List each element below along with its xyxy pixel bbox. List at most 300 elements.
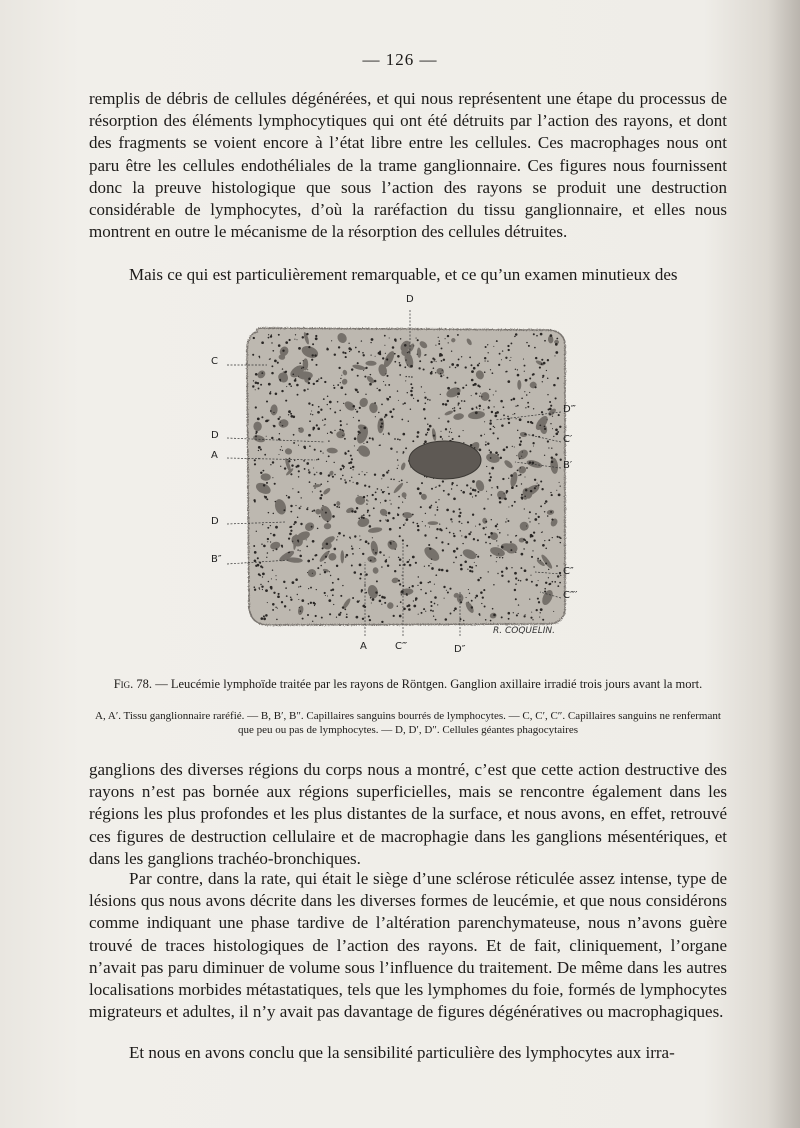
lymphocyte-dot	[301, 368, 302, 369]
lymphocyte-dot	[513, 398, 516, 401]
lymphocyte-dot	[262, 524, 263, 525]
lymphocyte-dot	[294, 521, 297, 524]
lymphocyte-dot	[489, 479, 492, 482]
lymphocyte-dot	[547, 394, 548, 395]
lymphocyte-dot	[538, 484, 540, 486]
lymphocyte-dot	[433, 434, 435, 436]
lymphocyte-dot	[443, 586, 445, 588]
lymphocyte-dot	[360, 573, 362, 575]
lymphocyte-dot	[352, 466, 354, 468]
lymphocyte-dot	[407, 392, 408, 393]
lymphocyte-dot	[254, 586, 256, 588]
lymphocyte-dot	[524, 539, 526, 541]
lymphocyte-dot	[400, 338, 401, 339]
lymphocyte-dot	[266, 420, 269, 423]
lymphocyte-dot	[325, 556, 327, 558]
lymphocyte-dot	[294, 379, 297, 382]
lymphocyte-dot	[497, 529, 498, 530]
lymphocyte-dot	[409, 587, 411, 589]
lymphocyte-dot	[522, 451, 523, 452]
lymphocyte-dot	[312, 621, 313, 622]
lymphocyte-dot	[370, 354, 371, 355]
lymphocyte-dot	[275, 501, 277, 503]
lymphocyte-dot	[311, 359, 313, 361]
lymphocyte-dot	[398, 580, 400, 582]
lymphocyte-dot	[452, 438, 454, 440]
lymphocyte-dot	[386, 471, 388, 473]
lymphocyte-dot	[420, 589, 421, 590]
lymphocyte-dot	[345, 452, 346, 453]
lymphocyte-dot	[431, 488, 433, 490]
lymphocyte-dot	[332, 515, 335, 518]
lymphocyte-dot	[412, 585, 414, 587]
lymphocyte-dot	[488, 536, 491, 539]
vessel-section	[428, 521, 439, 525]
lymphocyte-dot	[284, 371, 286, 373]
lymphocyte-dot	[510, 357, 511, 358]
lymphocyte-dot	[498, 553, 499, 554]
lymphocyte-dot	[508, 349, 510, 351]
lymphocyte-dot	[275, 393, 278, 396]
lymphocyte-dot	[324, 425, 325, 426]
lymphocyte-dot	[472, 496, 473, 497]
lymphocyte-dot	[544, 511, 545, 512]
lymphocyte-dot	[520, 467, 521, 468]
lymphocyte-dot	[346, 614, 347, 615]
lymphocyte-dot	[493, 426, 494, 427]
lymphocyte-dot	[316, 589, 317, 590]
lymphocyte-dot	[497, 454, 499, 456]
lymphocyte-dot	[341, 429, 343, 431]
lymphocyte-dot	[420, 581, 423, 584]
lymphocyte-dot	[266, 498, 268, 500]
lymphocyte-dot	[363, 427, 366, 430]
lymphocyte-dot	[487, 443, 489, 445]
paragraph-2: Mais ce qui est particulièrement remarquable, et ce qu’un examen minutieux des	[129, 265, 678, 284]
lymphocyte-dot	[434, 603, 436, 605]
lymphocyte-dot	[288, 460, 290, 462]
lymphocyte-dot	[405, 359, 406, 360]
lymphocyte-dot	[320, 450, 322, 452]
lymphocyte-dot	[524, 371, 525, 372]
lymphocyte-dot	[374, 402, 376, 404]
lymphocyte-dot	[297, 394, 299, 396]
lymphocyte-dot	[261, 416, 263, 418]
lymphocyte-dot	[534, 487, 536, 489]
lymphocyte-dot	[315, 483, 316, 484]
lymphocyte-dot	[330, 589, 332, 591]
lymphocyte-dot	[376, 580, 378, 582]
lymphocyte-dot	[503, 448, 506, 451]
lymphocyte-dot	[333, 462, 334, 463]
lymphocyte-dot	[541, 359, 543, 361]
figure-caption-text: — Leucémie lymphoïde traitée par les rayons de Röntgen. Ganglion axillaire irradié trois jours avant la mort.	[152, 677, 703, 691]
lymphocyte-dot	[322, 505, 323, 506]
lymphocyte-dot	[452, 408, 453, 409]
lymphocyte-dot	[298, 599, 299, 600]
lymphocyte-dot	[303, 389, 305, 391]
lymphocyte-dot	[465, 366, 467, 368]
lymphocyte-dot	[395, 549, 396, 550]
lymphocyte-dot	[331, 340, 332, 341]
lymphocyte-dot	[427, 399, 429, 401]
lymphocyte-dot	[481, 603, 482, 604]
lymphocyte-dot	[286, 595, 288, 597]
lymphocyte-dot	[548, 577, 549, 578]
lymphocyte-dot	[405, 447, 407, 449]
lymphocyte-dot	[384, 491, 385, 492]
lymphocyte-dot	[342, 606, 344, 608]
lymphocyte-dot	[379, 600, 382, 603]
lymphocyte-dot	[525, 489, 527, 491]
lymphocyte-dot	[366, 472, 367, 473]
lymphocyte-dot	[423, 368, 425, 370]
lymphocyte-dot	[537, 483, 538, 484]
lymphocyte-dot	[346, 616, 348, 618]
lymphocyte-dot	[321, 494, 323, 496]
lymphocyte-dot	[533, 531, 535, 533]
lymphocyte-dot	[458, 521, 460, 523]
lymphocyte-dot	[312, 354, 314, 356]
lymphocyte-dot	[503, 406, 505, 408]
lymphocyte-dot	[419, 492, 422, 495]
lymphocyte-dot	[447, 543, 449, 545]
lymphocyte-dot	[342, 585, 343, 586]
lymphocyte-dot	[397, 513, 398, 514]
lymphocyte-dot	[544, 588, 546, 590]
lymphocyte-dot	[514, 501, 516, 503]
lymphocyte-dot	[276, 548, 278, 550]
lymphocyte-dot	[375, 591, 377, 593]
lymphocyte-dot	[344, 479, 346, 481]
lymphocyte-dot	[487, 498, 488, 499]
lymphocyte-dot	[484, 357, 486, 359]
lymphocyte-dot	[548, 569, 549, 570]
lymphocyte-dot	[547, 419, 548, 420]
lymphocyte-dot	[544, 426, 546, 428]
lymphocyte-dot	[521, 397, 523, 399]
lymphocyte-dot	[254, 589, 256, 591]
lymphocyte-dot	[363, 443, 364, 444]
lymphocyte-dot	[382, 357, 384, 359]
lymphocyte-dot	[272, 603, 275, 606]
lymphocyte-dot	[515, 598, 517, 600]
lymphocyte-dot	[451, 432, 452, 433]
figure-label-left-1: C	[211, 356, 218, 367]
lymphocyte-dot	[383, 554, 385, 556]
lymphocyte-dot	[389, 557, 390, 558]
lymphocyte-dot	[279, 379, 281, 381]
lymphocyte-dot	[393, 408, 395, 410]
lymphocyte-dot	[548, 447, 549, 448]
lymphocyte-dot	[374, 380, 377, 383]
lymphocyte-dot	[350, 348, 352, 350]
lymphocyte-dot	[441, 569, 444, 572]
lymphocyte-dot	[380, 502, 381, 503]
lymphocyte-dot	[266, 400, 268, 402]
lymphocyte-dot	[268, 337, 270, 339]
lymphocyte-dot	[356, 616, 359, 619]
lymphocyte-dot	[262, 573, 265, 576]
lymphocyte-dot	[411, 376, 413, 378]
lymphocyte-dot	[510, 474, 513, 477]
lymphocyte-dot	[454, 407, 456, 409]
lymphocyte-dot	[471, 379, 474, 382]
lymphocyte-dot	[459, 407, 461, 409]
lymphocyte-dot	[510, 342, 512, 344]
lymphocyte-dot	[526, 525, 527, 526]
lymphocyte-dot	[511, 399, 513, 401]
lymphocyte-dot	[362, 553, 364, 555]
lymphocyte-dot	[288, 410, 291, 413]
lymphocyte-dot	[255, 433, 257, 435]
lymphocyte-dot	[346, 554, 349, 557]
lymphocyte-dot	[560, 575, 561, 576]
lymphocyte-dot	[357, 391, 359, 393]
lymphocyte-dot	[256, 531, 257, 532]
lymphocyte-dot	[499, 557, 500, 558]
lymphocyte-dot	[348, 343, 349, 344]
lymphocyte-dot	[388, 493, 390, 495]
lymphocyte-dot	[468, 533, 471, 536]
lymphocyte-dot	[370, 597, 372, 599]
lymphocyte-dot	[290, 599, 292, 601]
lymphocyte-dot	[308, 382, 310, 384]
lymphocyte-dot	[399, 564, 401, 566]
lymphocyte-dot	[302, 336, 304, 338]
lymphocyte-dot	[425, 354, 427, 356]
lymphocyte-dot	[365, 540, 368, 543]
lymphocyte-dot	[490, 451, 492, 453]
lymphocyte-dot	[390, 478, 392, 480]
lymphocyte-dot	[412, 556, 415, 559]
lymphocyte-dot	[517, 430, 518, 431]
lymphocyte-dot	[406, 545, 408, 547]
lymphocyte-dot	[424, 440, 427, 443]
lymphocyte-dot	[381, 423, 383, 425]
lymphocyte-dot	[406, 593, 408, 595]
lymphocyte-dot	[549, 401, 551, 403]
lymphocyte-dot	[270, 335, 272, 337]
lymphocyte-dot	[353, 417, 354, 418]
lymphocyte-dot	[383, 434, 384, 435]
lymphocyte-dot	[261, 617, 264, 620]
lymphocyte-dot	[355, 389, 358, 392]
lymphocyte-dot	[386, 375, 388, 377]
lymphocyte-dot	[539, 367, 541, 369]
lymphocyte-dot	[400, 601, 402, 603]
lymphocyte-dot	[450, 518, 452, 520]
lymphocyte-dot	[353, 482, 354, 483]
lymphocyte-dot	[298, 470, 300, 472]
lymphocyte-dot	[285, 341, 288, 344]
lymphocyte-dot	[446, 377, 448, 379]
lymphocyte-dot	[344, 609, 346, 611]
lymphocyte-dot	[428, 565, 430, 567]
lymphocyte-dot	[326, 348, 329, 351]
lymphocyte-dot	[354, 510, 357, 513]
lymphocyte-dot	[312, 427, 315, 430]
lymphocyte-dot	[309, 560, 310, 561]
lymphocyte-dot	[296, 384, 299, 387]
lymphocyte-dot	[457, 396, 458, 397]
lymphocyte-dot	[490, 555, 492, 557]
lymphocyte-dot	[320, 483, 322, 485]
lymphocyte-dot	[304, 447, 306, 449]
lymphocyte-dot	[280, 449, 281, 450]
lymphocyte-dot	[435, 619, 437, 621]
lymphocyte-dot	[430, 609, 432, 611]
figure-label-top: D	[406, 294, 414, 305]
lymphocyte-dot	[437, 507, 438, 508]
lymphocyte-dot	[466, 597, 467, 598]
lymphocyte-dot	[289, 609, 290, 610]
lymphocyte-dot	[395, 340, 397, 342]
lymphocyte-dot	[264, 496, 267, 499]
lymphocyte-dot	[351, 545, 352, 546]
lymphocyte-dot	[499, 501, 502, 504]
lymphocyte-dot	[290, 473, 292, 475]
lymphocyte-dot	[529, 511, 531, 513]
lymphocyte-dot	[359, 564, 362, 567]
lymphocyte-dot	[438, 485, 440, 487]
lymphocyte-dot	[542, 544, 545, 547]
lymphocyte-dot	[484, 421, 485, 422]
lymphocyte-dot	[448, 436, 449, 437]
lymphocyte-dot	[436, 509, 438, 511]
lymphocyte-dot	[422, 521, 423, 522]
lymphocyte-dot	[363, 496, 365, 498]
lymphocyte-dot	[268, 383, 271, 386]
lymphocyte-dot	[461, 356, 462, 357]
figure-caption	[89, 676, 727, 692]
lymphocyte-dot	[514, 572, 517, 575]
lymphocyte-dot	[475, 495, 477, 497]
lymphocyte-dot	[554, 355, 555, 356]
lymphocyte-dot	[367, 542, 369, 544]
lymphocyte-dot	[515, 583, 517, 585]
giant-cell-central	[409, 441, 481, 479]
lymphocyte-dot	[424, 417, 426, 419]
illustrator-credit: R. COQUELIN.	[493, 626, 555, 636]
lymphocyte-dot	[486, 491, 487, 492]
lymphocyte-dot	[324, 571, 326, 573]
lymphocyte-dot	[473, 538, 475, 540]
lymphocyte-dot	[412, 514, 414, 516]
lymphocyte-dot	[461, 400, 463, 402]
lymphocyte-dot	[387, 487, 388, 488]
lymphocyte-dot	[255, 431, 257, 433]
lymphocyte-dot	[521, 553, 524, 556]
lymphocyte-dot	[490, 369, 491, 370]
lymphocyte-dot	[271, 342, 272, 343]
lymphocyte-dot	[439, 340, 440, 341]
lymphocyte-dot	[471, 600, 473, 602]
lymphocyte-dot	[555, 428, 558, 431]
lymphocyte-dot	[460, 530, 461, 531]
lymphocyte-dot	[288, 552, 289, 553]
lymphocyte-dot	[441, 360, 443, 362]
lymphocyte-dot	[479, 363, 481, 365]
lymphocyte-dot	[336, 506, 338, 508]
lymphocyte-dot	[351, 477, 352, 478]
lymphocyte-dot	[406, 561, 408, 563]
lymphocyte-dot	[533, 566, 534, 567]
lymphocyte-dot	[308, 471, 310, 473]
lymphocyte-dot	[402, 539, 404, 541]
lymphocyte-dot	[268, 334, 269, 335]
lymphocyte-dot	[270, 541, 271, 542]
lymphocyte-dot	[324, 592, 326, 594]
lymphocyte-dot	[363, 517, 365, 519]
lymphocyte-dot	[498, 364, 500, 366]
paragraph-3: ganglions des diverses régions du corps nous a montré, c’est que cette action destructive des rayons n’est pas bornée aux régions superficielles, mais se rencontre également dans les régions les plus profondes et les plus distantes de la surface, et nous avons, en effet, retrouvé ces figures de destruction cellulaire et de macrophagie dans les ganglions mésentériques, et dans les ganglions trachéo-bronchiques.	[89, 760, 727, 868]
lymphocyte-dot	[479, 523, 481, 525]
lymphocyte-dot	[282, 368, 283, 369]
lymphocyte-dot	[351, 368, 353, 370]
lymphocyte-dot	[315, 615, 317, 617]
lymphocyte-dot	[532, 442, 534, 444]
lymphocyte-dot	[540, 480, 542, 482]
lymphocyte-dot	[299, 550, 300, 551]
page-number: — 126 —	[362, 50, 438, 69]
lymphocyte-dot	[496, 557, 497, 558]
lymphocyte-dot	[290, 596, 292, 598]
lymphocyte-dot	[300, 586, 302, 588]
lymphocyte-dot	[417, 400, 419, 402]
lymphocyte-dot	[334, 504, 336, 506]
lymphocyte-dot	[258, 388, 260, 390]
lymphocyte-dot	[367, 500, 368, 501]
lymphocyte-dot	[340, 386, 343, 389]
lymphocyte-dot	[472, 489, 475, 492]
lymphocyte-dot	[295, 466, 297, 468]
lymphocyte-dot	[288, 537, 290, 539]
lymphocyte-dot	[315, 364, 317, 366]
lymphocyte-dot	[393, 615, 395, 617]
lymphocyte-dot	[380, 425, 383, 428]
lymphocyte-dot	[342, 351, 344, 353]
lymphocyte-dot	[535, 386, 537, 388]
lymphocyte-dot	[532, 374, 534, 376]
lymphocyte-dot	[427, 424, 428, 425]
lymphocyte-dot	[544, 340, 546, 342]
lymphocyte-dot	[542, 619, 544, 621]
lymphocyte-dot	[290, 505, 292, 507]
lymphocyte-dot	[267, 527, 269, 529]
lymphocyte-dot	[333, 604, 334, 605]
lymphocyte-dot	[480, 577, 482, 579]
lymphocyte-dot	[390, 447, 392, 449]
lymphocyte-dot	[369, 383, 372, 386]
lymphocyte-dot	[306, 545, 308, 547]
lymphocyte-dot	[312, 510, 314, 512]
lymphocyte-dot	[536, 609, 538, 611]
lymphocyte-dot	[324, 562, 325, 563]
lymphocyte-dot	[409, 559, 410, 560]
lymphocyte-dot	[488, 400, 490, 402]
lymphocyte-dot	[401, 594, 402, 595]
lymphocyte-dot	[406, 482, 407, 483]
lymphocyte-dot	[470, 531, 472, 533]
lymphocyte-dot	[412, 522, 414, 524]
lymphocyte-dot	[403, 453, 404, 454]
lymphocyte-dot	[527, 421, 529, 423]
lymphocyte-dot	[338, 346, 340, 348]
lymphocyte-dot	[397, 390, 398, 391]
lymphocyte-dot	[340, 478, 342, 480]
lymphocyte-dot	[435, 501, 437, 503]
